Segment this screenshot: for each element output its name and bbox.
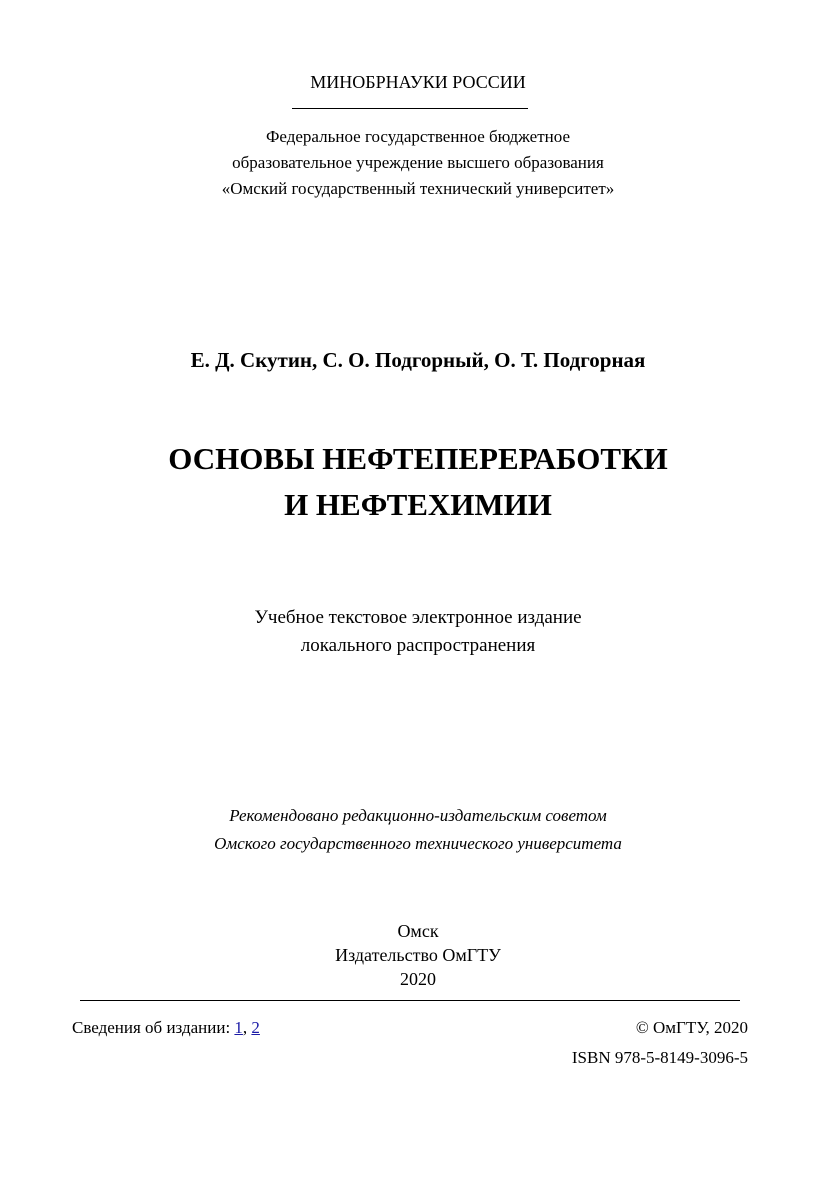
ministry-divider	[292, 108, 528, 109]
institution-name	[0, 124, 836, 202]
subtitle-line: локального распространения	[300, 635, 536, 656]
isbn: ISBN 978-5-8149-3096-5	[571, 1048, 748, 1067]
imprint	[0, 919, 836, 991]
authors: Е. Д. Скутин, С. О. Подгорный, О. Т. Подгорная	[190, 348, 646, 372]
edition-info	[72, 1018, 260, 1038]
imprint-publisher: Издательство ОмГТУ	[335, 945, 501, 965]
ministry-name: МИНОБРНАУКИ РОССИИ	[310, 72, 526, 92]
institution-line: Федеральное государственное бюджетное	[265, 127, 571, 146]
institution-line: «Омский государственный технический университет»	[221, 179, 615, 198]
edition-type	[0, 604, 836, 660]
edition-link-2[interactable]: 2	[251, 1018, 260, 1037]
title-line: ОСНОВЫ НЕФТЕПЕРЕРАБОТКИ	[168, 441, 668, 476]
link-separator: ,	[242, 1018, 248, 1037]
recommendation	[0, 802, 836, 858]
subtitle-line: Учебное текстовое электронное издание	[254, 607, 582, 628]
edition-link-1[interactable]: 1	[234, 1018, 243, 1037]
book-title	[0, 436, 836, 528]
imprint-year: 2020	[400, 969, 436, 989]
institution-line: образовательное учреждение высшего образования	[232, 153, 604, 172]
imprint-city: Омск	[397, 921, 439, 941]
recommendation-line: Рекомендовано редакционно-издательским советом	[229, 806, 607, 825]
footer-divider	[80, 1000, 740, 1001]
recommendation-line: Омского государственного технического университета	[214, 834, 622, 853]
copyright: © ОмГТУ, 2020	[635, 1018, 748, 1037]
edition-info-label: Сведения об издании:	[72, 1018, 231, 1037]
title-line: И НЕФТЕХИМИИ	[284, 487, 552, 522]
